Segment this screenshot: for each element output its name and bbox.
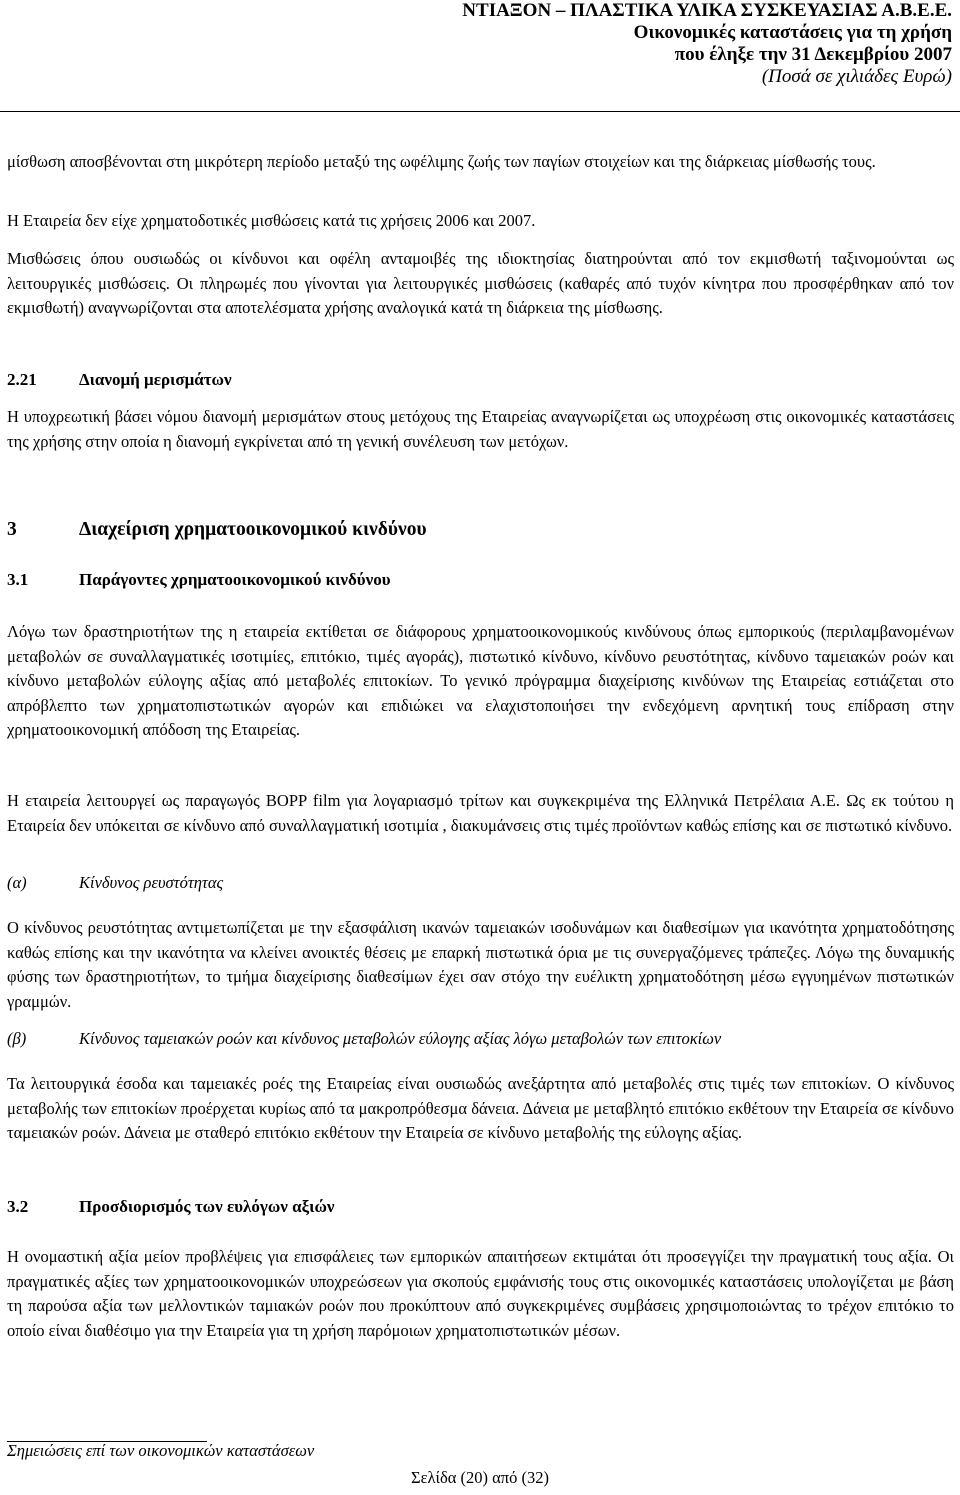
section-number: 2.21 [7, 370, 37, 389]
section-heading-2-21 [7, 370, 954, 390]
subheading-number: (α) [7, 873, 27, 892]
subheading-title: Κίνδυνος ταμειακών ροών και κίνδυνος μεταβολών εύλογης αξίας λόγω μεταβολών των επιτοκίων [79, 1029, 722, 1048]
section-heading-3 [7, 519, 954, 541]
subheading-liquidity-risk [7, 873, 954, 893]
header-divider [0, 111, 960, 112]
paragraph-fair-values: Η ονομαστική αξία μείον προβλέψεις για επισφάλειες των εμπορικών απαιτήσεων εκτιμάται ότι προσεγγίζει την πραγματική τους αξία. Οι πραγματικές αξίες των χρηματοοικονομικών υποχρεώσεων για σκοπούς εμφάνισής τους στις οικονομικές καταστάσεις υπολογίζεται με βάση τη παρούσα αξία των μελλοντικών ταμιακών ροών που προκύπτουν από συγκεκριμένες συμβάσεις χρησιμοποιώντας το τρέχον επιτόκιο το οποίο είναι διαθέσιμο για την Εταιρεία για τη χρήση παρόμοιων χρηματοπιστωτικών μέσων. [7, 1247, 954, 1340]
subheading-number: (β) [7, 1029, 27, 1048]
section-title: Διανομή μερισμάτων [79, 370, 232, 389]
subheading-cash-flow-risk [7, 1029, 954, 1049]
section-title: Προσδιορισμός των ευλόγων αξιών [79, 1197, 335, 1216]
company-name: ΝΤΙΑΞΟΝ – ΠΛΑΣΤΙΚΑ ΥΛΙΚΑ ΣΥΣΚΕΥΑΣΙΑΣ Α.Β.Ε.Ε. [462, 0, 952, 21]
paragraph-risk-factors: Λόγω των δραστηριοτήτων της η εταιρεία εκτίθεται σε διάφορους χρηματοοικονομικούς κινδύνους όπως εμπορικούς (περιλαμβανομένων μεταβολών σε συναλλαγματικές ισοτιμίες, επιτόκιο, τιμές αγοράς), πιστωτικό κίνδυνο, κίνδυνο ρευστότητας, κίνδυνο ταμειακών ροών και κίνδυνο μεταβολών εύλογης αξίας από μεταβολές επιτοκίων. Το γενικό πρόγραμμα διαχείρισης κινδύνων της Εταιρείας εστιάζεται στο απρόβλεπτο των χρηματοπιστωτικών αγορών και επιδιώκει να ελαχιστοποιήσει την ενδεχόμενη αρνητική τους επίδραση στην χρηματοοικονομική απόδοση της Εταιρείας. [7, 622, 954, 739]
page-number: Σελίδα (20) από (32) [411, 1468, 549, 1487]
paragraph-finance-leases: Η Εταιρεία δεν είχε χρηματοδοτικές μισθώσεις κατά τις χρήσεις 2006 και 2007. [7, 211, 536, 230]
section-title: Παράγοντες χρηματοοικονομικού κινδύνου [79, 570, 391, 589]
report-period: που έληξε την 31 Δεκεμβρίου 2007 [674, 44, 952, 65]
section-number: 3 [7, 519, 17, 540]
section-heading-3-1 [7, 570, 954, 590]
page-header [0, 0, 960, 88]
paragraph-interest-rate-risk: Τα λειτουργικά έσοδα και ταμειακές ροές της Εταιρείας είναι ουσιωδώς ανεξάρτητα από μεταβολές στις τιμές των επιτοκίων. Ο κίνδυνος μεταβολής των επιτοκίων προέρχεται κυρίως από τα μακροπρόθεσμα δάνεια. Δάνεια με μεταβλητό επιτόκιο εκθέτουν την Εταιρεία σε κίνδυνο ταμειακών ροών. Δάνεια με σταθερό επιτόκιο εκθέτουν την Εταιρεία σε κίνδυνο μεταβολής της εύλογης αξίας. [7, 1074, 954, 1142]
footer-section-label: Σημειώσεις επί των οικονομικών καταστάσεων [7, 1441, 315, 1460]
section-title: Διαχείριση χρηματοοικονομικού κινδύνου [79, 519, 427, 540]
section-heading-3-2 [7, 1197, 954, 1217]
subheading-title: Κίνδυνος ρευστότητας [79, 873, 224, 892]
section-number: 3.2 [7, 1197, 29, 1216]
currency-units: (Ποσά σε χιλιάδες Ευρώ) [761, 66, 952, 87]
paragraph-dividends: Η υποχρεωτική βάσει νόμου διανομή μερισμάτων στους μετόχους της Εταιρείας αναγνωρίζεται ως υποχρέωση στις οικονομικές καταστάσεις της χρήσης στην οποία η διανομή εγκρίνεται από τη γενική συνέλευση των μετόχων. [7, 407, 954, 451]
report-title: Οικονομικές καταστάσεις για τη χρήση [633, 22, 952, 43]
paragraph-lease-depreciation: μίσθωση αποσβένονται στη μικρότερη περίοδο μεταξύ της ωφέλιμης ζωής των παγίων στοιχείων και της διάρκειας μίσθωσής τους. [7, 152, 876, 171]
paragraph-bopp-production: Η εταιρεία λειτουργεί ως παραγωγός BOPP film για λογαριασμό τρίτων και συγκεκριμένα της Ελληνικά Πετρέλαια Α.Ε. Ως εκ τούτου η Εταιρεία δεν υπόκειται σε κίνδυνο από συναλλαγματική ισοτιμία , διακυμάνσεις στις τιμές προϊόντων καθώς επίσης και σε πιστωτικό κίνδυνο. [7, 791, 954, 835]
section-number: 3.1 [7, 570, 29, 589]
paragraph-operating-leases: Μισθώσεις όπου ουσιωδώς οι κίνδυνοι και οφέλη ανταμοιβές της ιδιοκτησίας διατηρούνται από τον εκμισθωτή ταξινομούνται ως λειτουργικές μισθώσεις. Οι πληρωμές που γίνονται για λειτουργικές μισθώσεις (καθαρές από τυχόν κίνητρα που προσφέρθηκαν από τον εκμισθωτή) αναγνωρίζονται στα αποτελέσματα χρήσης αναλογικά κατά τη διάρκεια της μίσθωσης. [7, 249, 954, 317]
paragraph-liquidity-risk: Ο κίνδυνος ρευστότητας αντιμετωπίζεται με την εξασφάλιση ικανών ταμειακών ισοδυνάμων και διαθεσίμων για ικανότητα χρηματοδότησης καθώς επίσης και την ικανότητα να κλείνει ανοικτές θέσεις με επαρκή πιστωτικά όρια με τις συνεργαζόμενες τράπεζες. Λόγω της δυναμικής φύσης των δραστηριοτήτων, το τμήμα διαχείρισης διαθεσίμων έχει σαν στόχο την ευέλικτη χρηματοδότηση μέσω εγγυημένων πιστωτικών γραμμών. [7, 918, 954, 1011]
